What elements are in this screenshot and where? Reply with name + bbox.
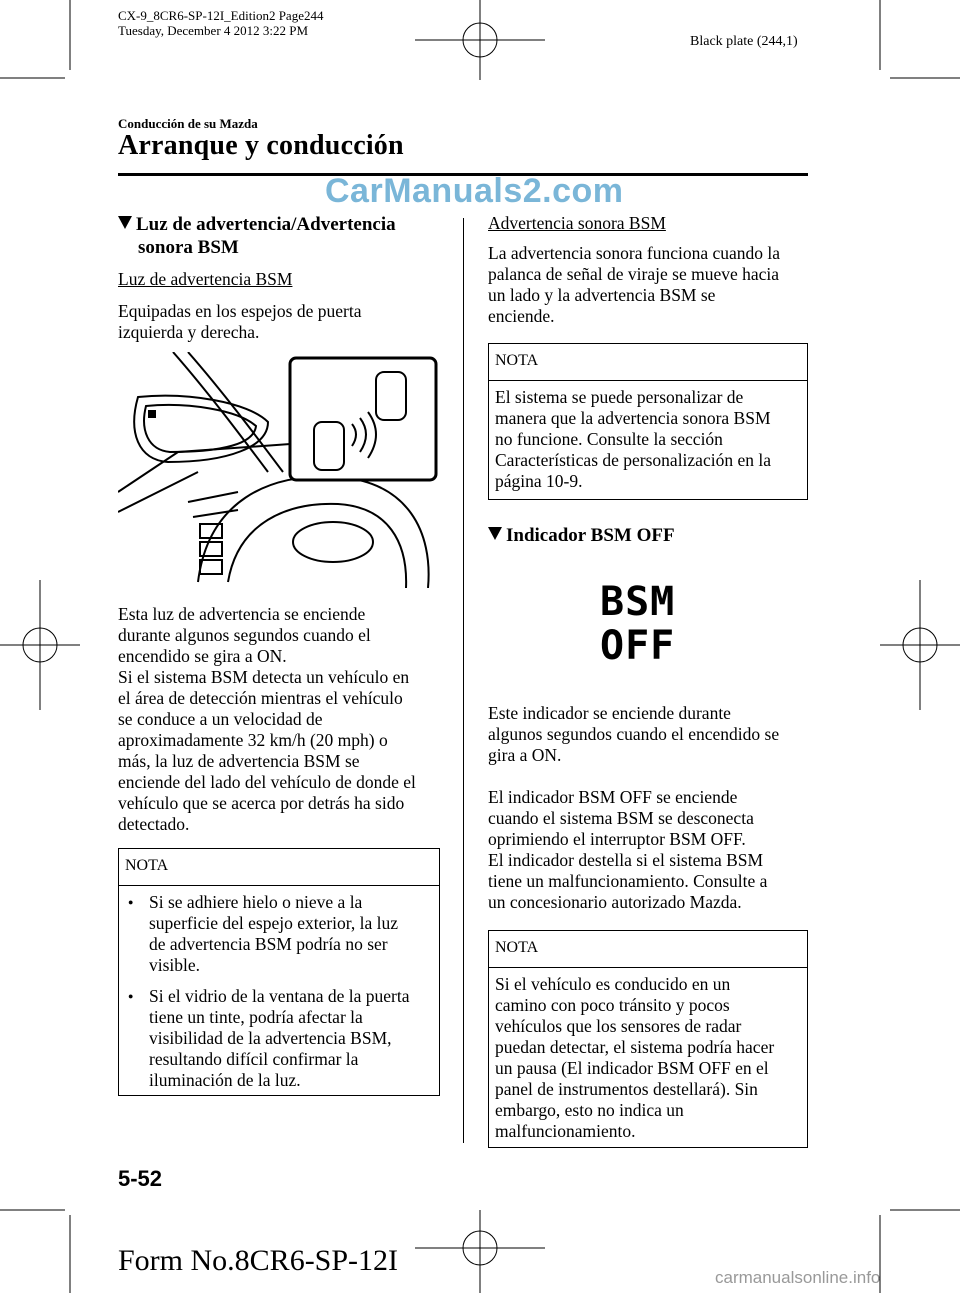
triangle-bullet-icon xyxy=(118,216,132,229)
subheading-warning-light: Luz de advertencia BSM xyxy=(118,269,293,289)
page-number: 5-52 xyxy=(118,1166,163,1191)
paragraph-indicator-on: Este indicador se enciende durante algunos segundos cuando el encendido se gira a ON. xyxy=(488,703,780,765)
note-body: Si el vehículo es conducido en un camino con poco tránsito y pocos vehículos que los sensores de radar puedan detectar, el sistema podría hacer un pausa (El indicador BSM OFF en el panel de instrumentos destellará). Sin embargo, esto no indica un malfuncionamiento. xyxy=(495,974,775,1141)
note-body xyxy=(119,886,439,1107)
note-box-right-1 xyxy=(488,343,808,500)
note-bullet: ● Si el vidrio de la ventana de la puerta tiene un tinte, podría afectar la visibilidad de la advertencia BSM, resultando difícil confirmar la iluminación de la luz. xyxy=(125,986,433,1091)
triangle-bullet-icon xyxy=(488,527,502,540)
left-column-body xyxy=(118,604,440,835)
note-box-right-2 xyxy=(488,930,808,1148)
note-body: El sistema se puede personalizar de manera que la advertencia sonora BSM no funcione. Consulte la sección Características de personalización en la página 10-9. xyxy=(495,387,771,491)
print-header-line1: CX-9_8CR6-SP-12I_Edition2 Page244 xyxy=(118,8,324,23)
right-column xyxy=(488,213,810,327)
subheading-audible-warning: Advertencia sonora BSM xyxy=(488,213,666,233)
column-divider xyxy=(463,218,464,1143)
note-title: NOTA xyxy=(489,344,807,381)
bsm-off-indicator-icon: BSM OFF xyxy=(600,579,676,669)
note-bullet: ● Si se adhiere hielo o nieve a la superficie del espejo exterior, la luz de advertencia BSM podría no ser visible. xyxy=(125,892,433,976)
note-box-left xyxy=(118,848,440,1096)
plate-label: Black plate (244,1) xyxy=(690,34,798,49)
right-column-body xyxy=(488,703,810,913)
left-column xyxy=(118,213,440,343)
paragraph-detection: Esta luz de advertencia se enciende durante algunos segundos cuando el encendido se gira a ON. Si el sistema BSM detecta un vehículo en el área de detección mientras el vehículo se conduce a un velocidad de aproximadamente 32 km/h (20 mph) o más, la luz de advertencia BSM se enciende del lado del vehículo de donde el vehículo que se acerca por detrás ha sido detectado. xyxy=(118,604,416,834)
mirror-illustration xyxy=(118,352,438,588)
paragraph-audible: La advertencia sonora funciona cuando la palanca de señal de viraje se mueve hacia un lado y la advertencia BSM se enciende. xyxy=(488,243,781,326)
page-title: Arranque y conducción xyxy=(118,130,404,161)
section-label: Conducción de su Mazda xyxy=(118,116,258,131)
paragraph-indicator-off: El indicador BSM OFF se enciende cuando el sistema BSM se desconecta oprimiendo el interruptor BSM OFF. El indicador destella si el sistema BSM tiene un malfuncionamiento. Consulte a un concesionario autorizado Mazda. xyxy=(488,787,768,912)
print-header-line2: Tuesday, December 4 2012 3:22 PM xyxy=(118,23,309,38)
footer-site: carmanualsonline.info xyxy=(715,1268,881,1287)
footer-form-number: Form No.8CR6-SP-12I xyxy=(118,1244,399,1277)
paragraph-mirror: Equipadas en los espejos de puerta izquierda y derecha. xyxy=(118,301,362,342)
note-title: NOTA xyxy=(489,931,807,968)
heading-bsm-warning: Luz de advertencia/Advertencia sonora BSM xyxy=(118,213,440,259)
watermark: CarManuals2.com xyxy=(325,172,624,210)
note-title: NOTA xyxy=(119,849,439,886)
heading-bsm-off: Indicador BSM OFF xyxy=(488,524,675,547)
